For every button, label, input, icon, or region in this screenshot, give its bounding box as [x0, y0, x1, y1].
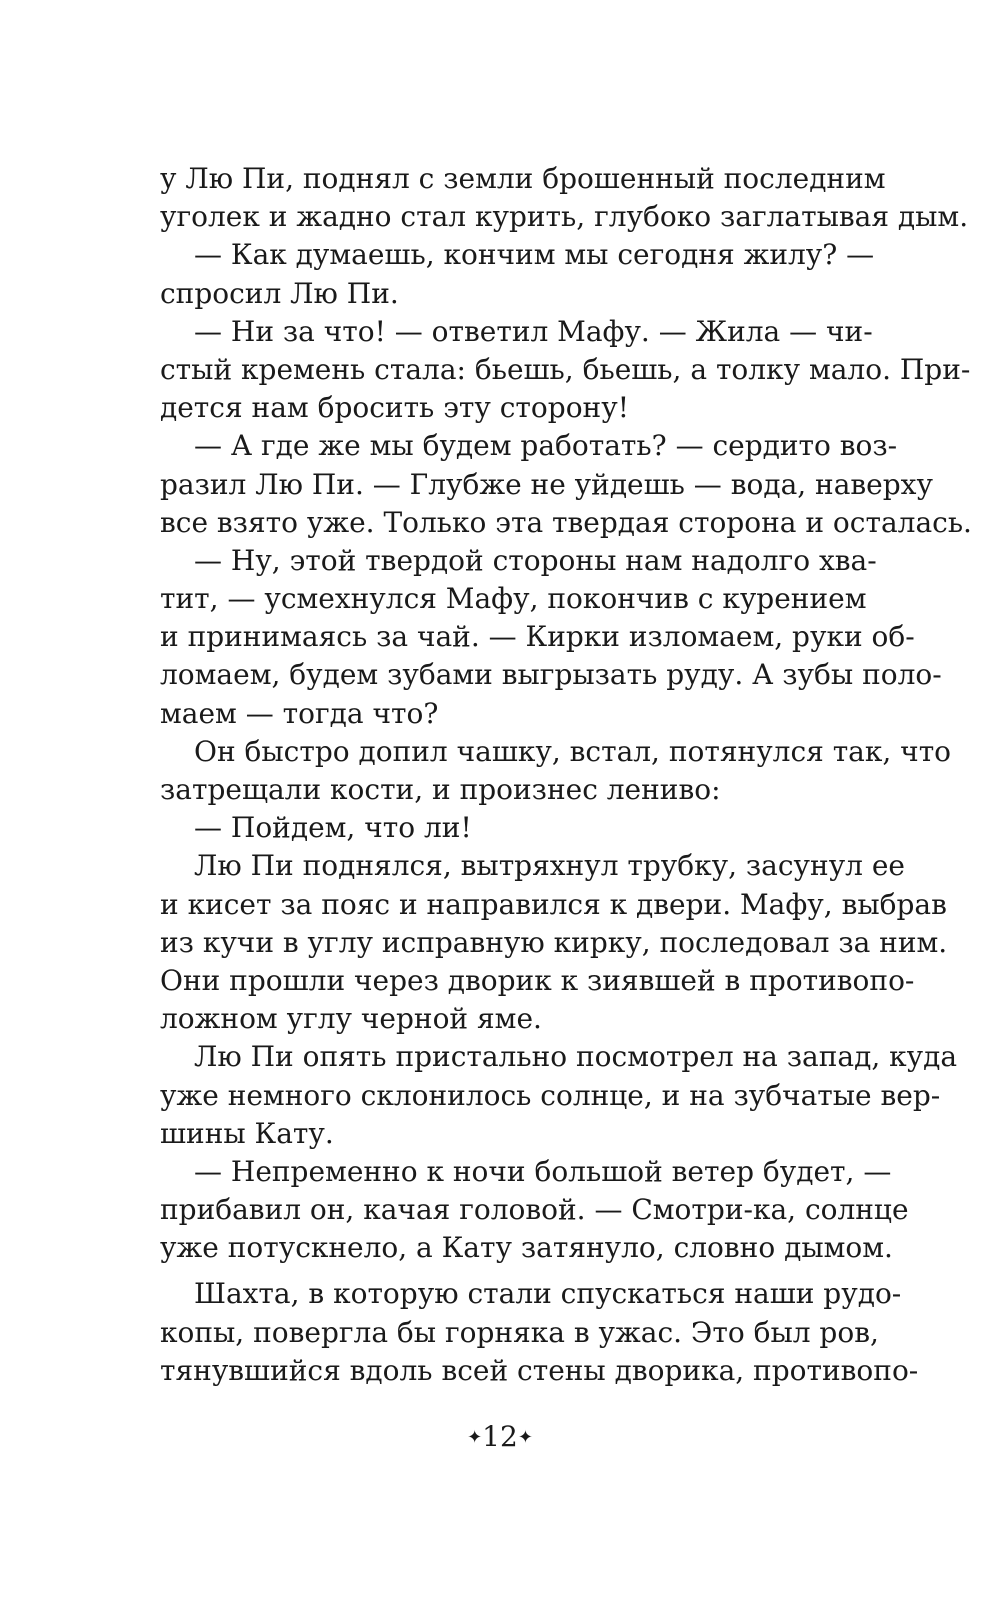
text-line: разил Лю Пи. — Глубже не уйдешь — вода, наверху: [160, 467, 933, 501]
text-line: Шахта, в которую стали спускаться наши рудо-: [194, 1277, 902, 1311]
text-line: и принимаясь за чай. — Кирки изломаем, руки об-: [160, 620, 915, 654]
text-line: уголек и жадно стал курить, глубоко заглатывая дым.: [160, 200, 969, 234]
text-line: — Ну, этой твердой стороны нам надолго хва-: [194, 543, 877, 577]
text-line: шины Кату.: [160, 1116, 334, 1150]
text-line: тянувшийся вдоль всей стены дворика, противопо-: [160, 1353, 919, 1387]
text-line: и кисет за пояс и направился к двери. Мафу, выбрав: [160, 887, 947, 921]
text-line: — Ни за что! — ответил Мафу. — Жила — чи-: [194, 314, 873, 348]
text-line: стый кремень стала: бьешь, бьешь, а толку мало. При-: [160, 352, 971, 386]
text-line: из кучи в углу исправную кирку, последовал за ним.: [160, 925, 948, 959]
text-line: ломаем, будем зубами выгрызать руду. А зубы поло-: [160, 658, 942, 692]
text-line: — Как думаешь, кончим мы сегодня жилу? —: [194, 238, 875, 272]
ornament-right-icon: ✦: [517, 1427, 533, 1448]
text-line: копы, повергла бы горняка в ужас. Это был ров,: [160, 1315, 879, 1349]
text-line: затрещали кости, и произнес лениво:: [160, 773, 721, 806]
text-line: Лю Пи опять пристально посмотрел на запад, куда: [194, 1040, 958, 1074]
text-line: тит, — усмехнулся Мафу, покончив с курением: [160, 582, 867, 616]
text-line: все взято уже. Только эта твердая сторона и осталась.: [160, 505, 972, 539]
text-line: уже потускнело, а Кату затянуло, словно дымом.: [160, 1231, 893, 1265]
text-line: спросил Лю Пи.: [160, 276, 399, 310]
text-line: прибавил он, качая головой. — Смотри-ка, солнце: [160, 1193, 909, 1227]
text-line: ложном углу черной яме.: [160, 1002, 542, 1036]
text-line: маем — тогда что?: [160, 696, 439, 730]
text-line: дется нам бросить эту сторону!: [160, 391, 629, 425]
text-line: у Лю Пи, поднял с земли брошенный последним: [160, 162, 886, 195]
text-line: — Непременно к ночи большой ветер будет, —: [194, 1154, 892, 1188]
page-number-footer: [0, 1418, 1000, 1457]
text-line: Лю Пи поднялся, вытряхнул трубку, засунул ее: [194, 849, 905, 883]
text-line: — Пойдем, что ли!: [194, 811, 472, 845]
text-line: Он быстро допил чашку, встал, потянулся так, что: [194, 734, 952, 768]
ornament-left-icon: ✦: [467, 1427, 483, 1448]
body-text: [160, 160, 972, 1390]
page-number: 12: [482, 1420, 518, 1453]
text-line: — А где же мы будем работать? — сердито воз-: [194, 429, 898, 463]
text-line: уже немного склонилось солнце, и на зубчатые вер-: [160, 1078, 941, 1112]
text-line: Они прошли через дворик к зиявшей в противопо-: [160, 963, 915, 997]
